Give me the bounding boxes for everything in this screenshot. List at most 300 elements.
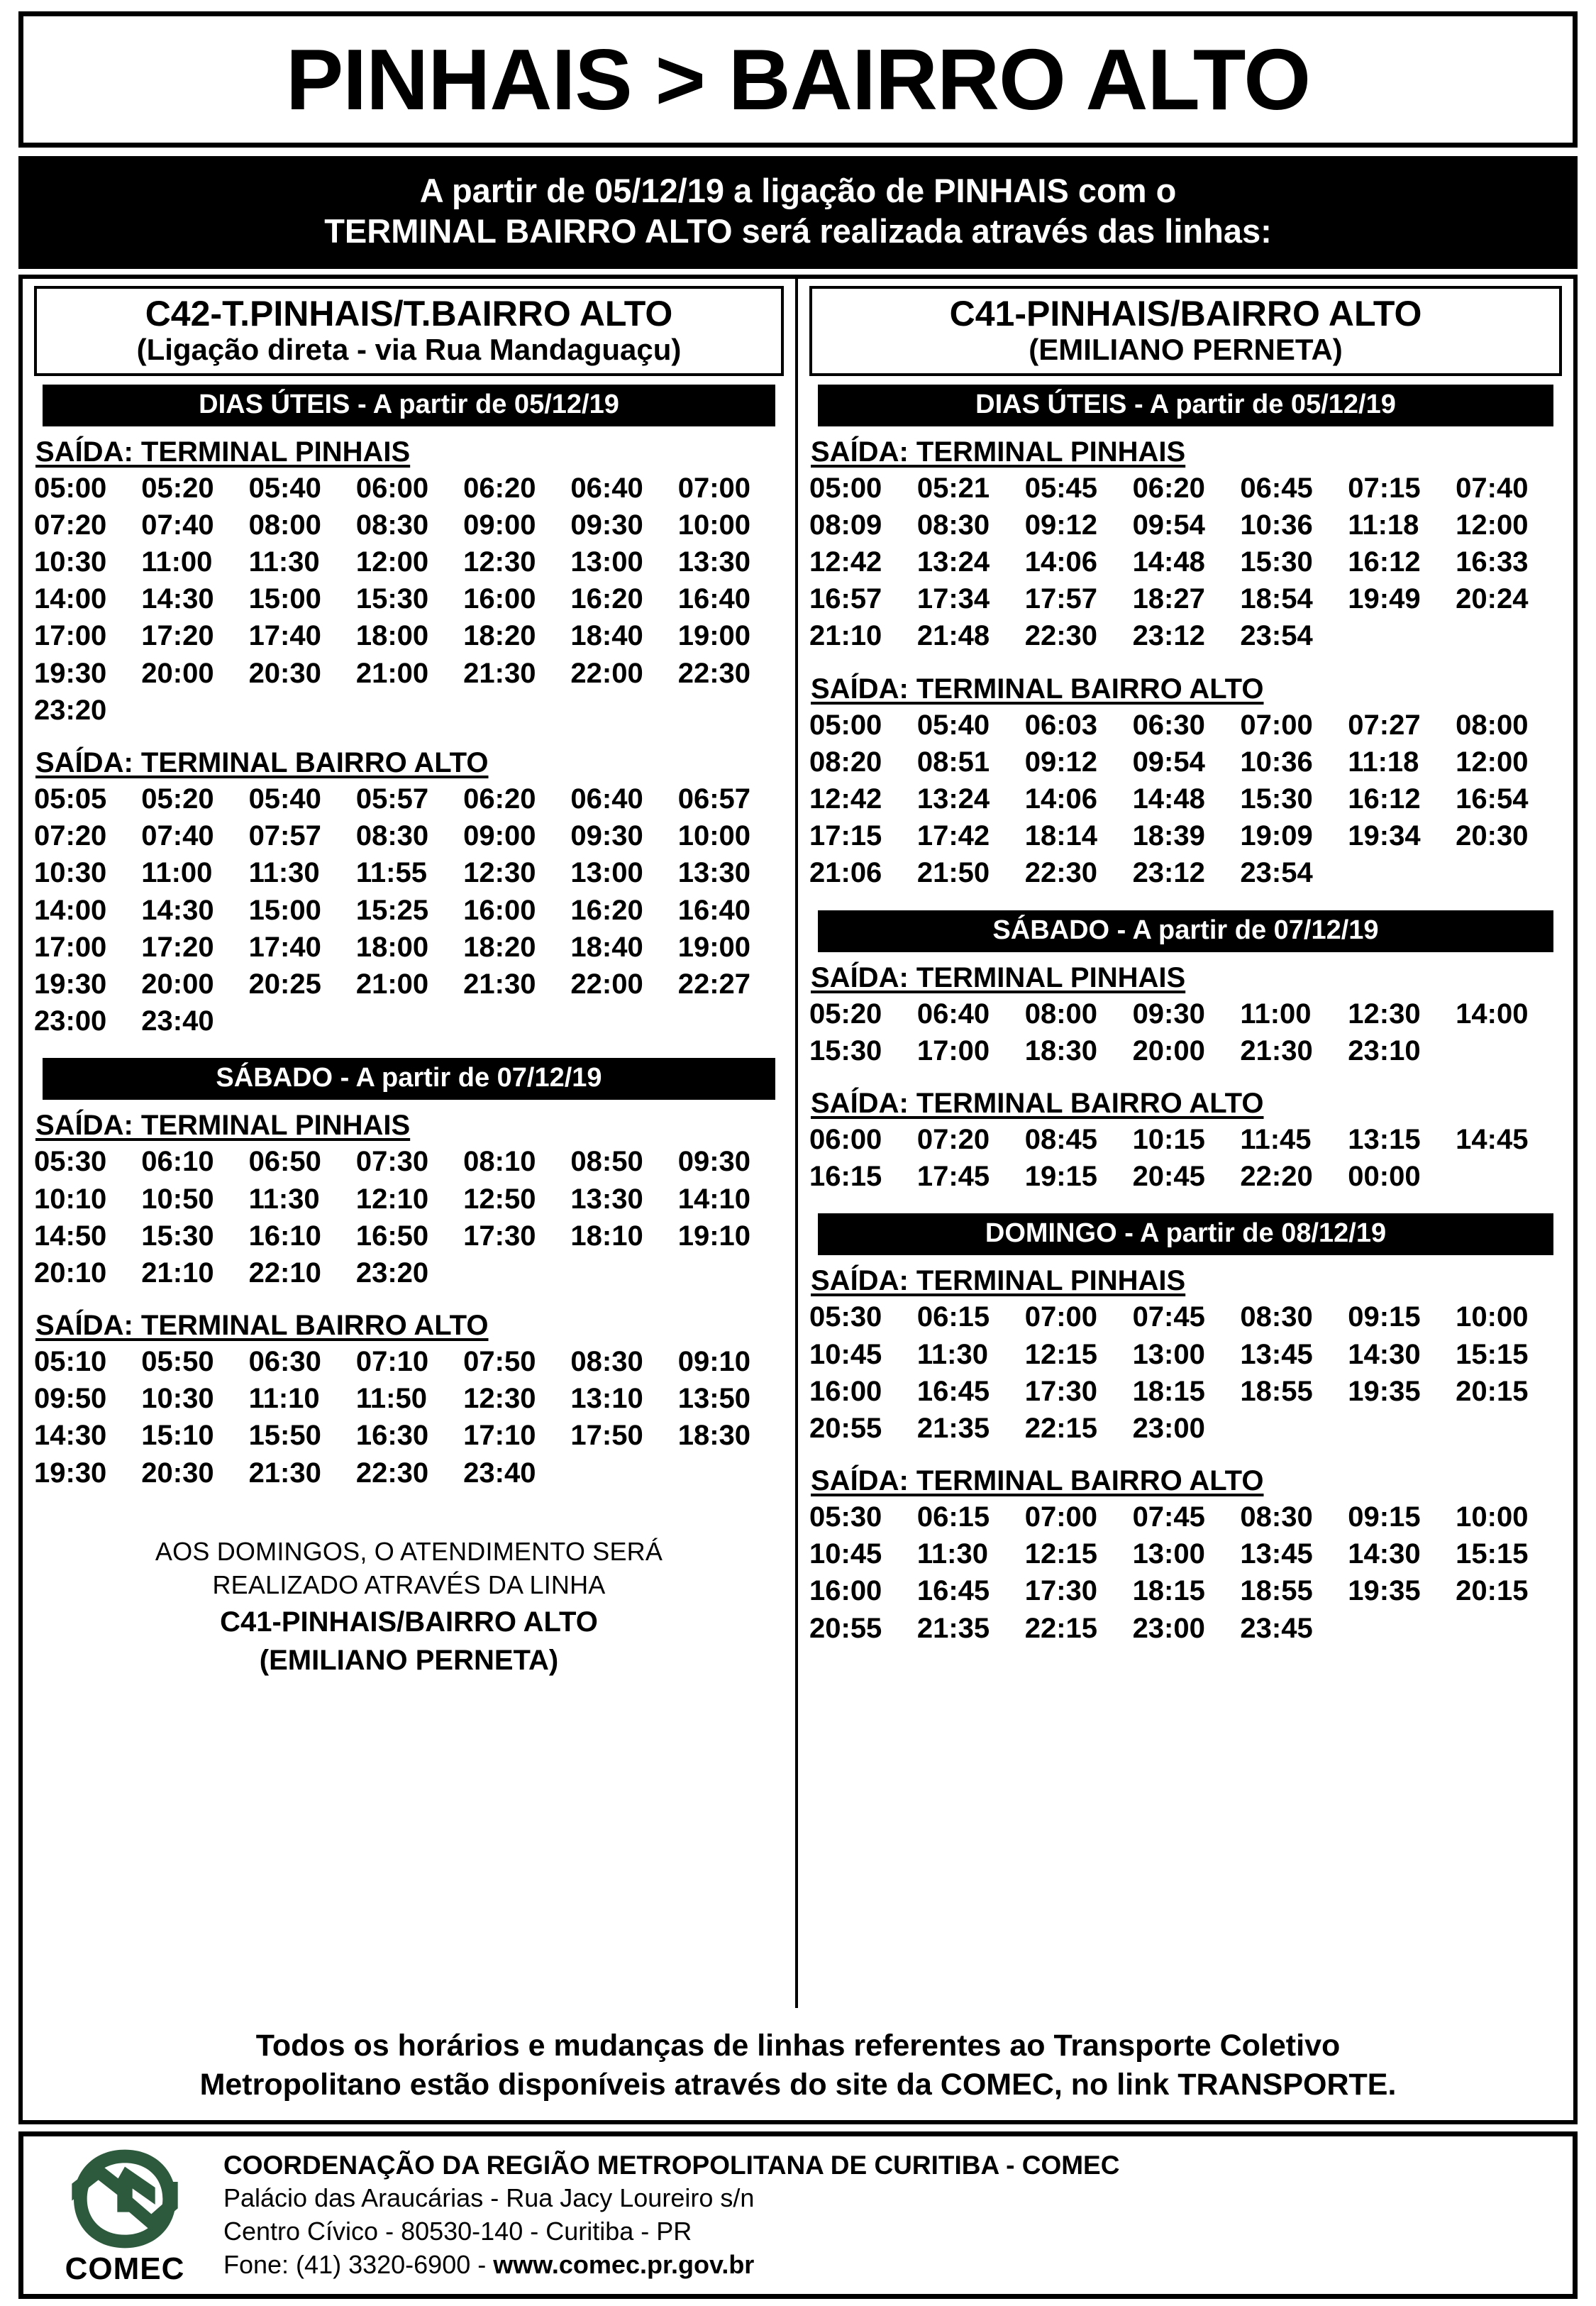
time-cell: 23:00 — [1132, 1412, 1205, 1444]
intro-banner — [18, 156, 1578, 269]
time-cell: 16:57 — [809, 583, 882, 615]
time-cell: 22:10 — [248, 1257, 321, 1289]
time-cell: 14:30 — [141, 583, 214, 615]
time-cell: 15:25 — [355, 894, 429, 926]
times-bairroalto-weekday-c42 — [34, 781, 784, 1039]
time-cell: 15:10 — [141, 1420, 214, 1452]
time-cell: 09:30 — [1132, 998, 1205, 1030]
time-cell: 05:30 — [809, 1301, 882, 1333]
time-cell: 05:00 — [809, 472, 882, 504]
time-cell: 22:30 — [355, 1457, 429, 1489]
time-cell: 05:30 — [34, 1146, 107, 1178]
time-cell: 23:00 — [34, 1005, 107, 1037]
time-cell: 11:30 — [248, 857, 320, 889]
time-cell: 22:30 — [1024, 857, 1098, 889]
time-cell: 10:00 — [677, 509, 751, 541]
time-cell: 20:30 — [141, 1457, 214, 1489]
column-c41 — [798, 279, 1573, 2008]
time-cell: 21:35 — [916, 1412, 990, 1444]
time-cell: 10:00 — [1456, 1501, 1529, 1533]
time-cell: 22:30 — [677, 657, 751, 689]
time-cell: 07:50 — [463, 1346, 536, 1378]
times-pinhais-saturday-c42 — [34, 1144, 784, 1291]
line-name-c42: C42-T.PINHAIS/T.BAIRRO ALTO — [145, 293, 673, 333]
sunday-redirect-note — [34, 1535, 784, 1679]
time-cell: 13:30 — [570, 1183, 643, 1215]
time-cell: 10:00 — [677, 820, 751, 852]
time-cell: 17:10 — [463, 1420, 536, 1452]
departure-title-bairroalto-sunday-c41: SAÍDA: TERMINAL BAIRRO ALTO — [811, 1465, 1264, 1497]
time-cell: 15:15 — [1456, 1338, 1529, 1370]
time-cell: 16:00 — [463, 894, 536, 926]
time-cell: 11:18 — [1348, 746, 1419, 778]
intro-line-1: A partir de 05/12/19 a ligação de PINHAIS com o — [419, 172, 1177, 209]
schedule-frame — [18, 275, 1578, 2124]
time-cell: 12:42 — [809, 546, 882, 578]
time-cell: 11:30 — [248, 1183, 320, 1215]
time-cell: 05:45 — [1024, 472, 1098, 504]
time-cell: 13:00 — [1132, 1338, 1205, 1370]
time-cell: 16:20 — [570, 894, 643, 926]
time-cell: 13:45 — [1240, 1538, 1313, 1570]
time-cell: 14:30 — [141, 894, 214, 926]
time-cell: 22:15 — [1024, 1412, 1098, 1444]
time-cell: 20:30 — [1456, 820, 1529, 852]
time-cell: 19:10 — [677, 1220, 751, 1252]
time-cell: 14:00 — [34, 583, 107, 615]
time-cell: 05:10 — [34, 1346, 107, 1378]
time-cell: 16:33 — [1456, 546, 1529, 578]
time-cell: 16:12 — [1348, 783, 1421, 815]
time-cell: 11:00 — [1240, 998, 1312, 1030]
time-cell: 09:12 — [1024, 509, 1098, 541]
time-cell: 20:45 — [1132, 1161, 1205, 1193]
time-cell: 15:30 — [1240, 783, 1313, 815]
times-pinhais-weekday-c42 — [34, 470, 784, 729]
departure-title-pinhais-weekday-c42: SAÍDA: TERMINAL PINHAIS — [35, 436, 411, 468]
time-cell: 06:00 — [809, 1123, 882, 1155]
time-cell: 21:00 — [355, 968, 429, 1000]
time-cell: 16:40 — [677, 583, 751, 615]
availability-note-line-1: Todos os horários e mudanças de linhas referentes ao Transporte Coletivo — [255, 2028, 1341, 2063]
time-cell: 12:42 — [809, 783, 882, 815]
time-cell: 13:30 — [677, 857, 751, 889]
time-cell: 20:00 — [141, 657, 214, 689]
time-cell: 10:30 — [34, 857, 107, 889]
time-cell: 13:24 — [916, 783, 990, 815]
time-cell: 14:48 — [1132, 546, 1205, 578]
time-cell: 05:40 — [916, 709, 990, 741]
time-cell: 23:54 — [1240, 857, 1313, 889]
time-cell: 09:00 — [463, 509, 536, 541]
time-cell: 20:15 — [1456, 1575, 1529, 1607]
time-cell: 07:57 — [248, 820, 321, 852]
sunday-note-line-3: C41-PINHAIS/BAIRRO ALTO — [220, 1606, 598, 1638]
time-cell: 17:15 — [809, 820, 882, 852]
schedule-columns — [23, 279, 1573, 2008]
time-cell: 18:15 — [1132, 1575, 1205, 1607]
time-cell: 10:50 — [141, 1183, 214, 1215]
time-cell: 18:00 — [355, 931, 429, 963]
departure-title-pinhais-saturday-c41: SAÍDA: TERMINAL PINHAIS — [811, 961, 1186, 993]
time-cell: 16:12 — [1348, 546, 1421, 578]
time-cell: 17:42 — [916, 820, 990, 852]
time-cell: 06:10 — [141, 1146, 214, 1178]
comec-phone-and-site — [223, 2249, 1119, 2282]
times-bairroalto-sunday-c41 — [809, 1499, 1562, 1647]
time-cell: 11:45 — [1240, 1123, 1312, 1155]
time-cell: 08:30 — [355, 509, 429, 541]
time-cell: 21:35 — [916, 1612, 990, 1644]
time-cell: 23:10 — [1348, 1035, 1421, 1066]
time-cell: 11:55 — [355, 857, 427, 889]
time-cell: 21:10 — [809, 620, 882, 652]
time-cell: 08:30 — [916, 509, 990, 541]
time-cell: 09:30 — [570, 509, 643, 541]
line-subtitle-c41: (EMILIANO PERNETA) — [1029, 332, 1343, 366]
time-cell: 15:15 — [1456, 1538, 1529, 1570]
time-cell: 05:21 — [916, 472, 990, 504]
time-cell: 19:30 — [34, 968, 107, 1000]
time-cell: 18:40 — [570, 620, 643, 652]
time-cell: 22:20 — [1240, 1161, 1313, 1193]
departure-title-bairroalto-saturday-c42: SAÍDA: TERMINAL BAIRRO ALTO — [35, 1310, 489, 1342]
time-cell: 07:00 — [1240, 709, 1313, 741]
time-cell: 23:12 — [1132, 620, 1205, 652]
time-cell: 06:03 — [1024, 709, 1098, 741]
time-cell: 11:18 — [1348, 509, 1419, 541]
day-band-weekday-c41: DIAS ÚTEIS - A partir de 05/12/19 — [818, 385, 1553, 426]
time-cell: 09:50 — [34, 1383, 107, 1415]
time-cell: 06:15 — [916, 1501, 990, 1533]
time-cell: 06:40 — [916, 998, 990, 1030]
time-cell: 20:30 — [248, 657, 321, 689]
time-cell: 05:20 — [809, 998, 882, 1030]
time-cell: 18:30 — [677, 1420, 751, 1452]
time-cell: 16:00 — [463, 583, 536, 615]
time-cell: 12:00 — [1456, 746, 1529, 778]
time-cell: 11:30 — [916, 1338, 988, 1370]
time-cell: 17:34 — [916, 583, 990, 615]
time-cell: 06:50 — [248, 1146, 321, 1178]
time-cell: 20:55 — [809, 1412, 882, 1444]
time-cell: 12:10 — [355, 1183, 429, 1215]
time-cell: 05:05 — [34, 783, 107, 815]
times-pinhais-sunday-c41 — [809, 1299, 1562, 1447]
time-cell: 21:10 — [141, 1257, 214, 1289]
time-cell: 18:39 — [1132, 820, 1205, 852]
time-cell: 11:00 — [141, 857, 213, 889]
times-bairroalto-saturday-c41 — [809, 1122, 1562, 1195]
time-cell: 18:10 — [570, 1220, 643, 1252]
time-cell: 18:20 — [463, 620, 536, 652]
time-cell: 07:00 — [677, 472, 751, 504]
time-cell: 08:45 — [1024, 1123, 1098, 1155]
availability-note-line-2: Metropolitano estão disponíveis através do site da COMEC, no link TRANSPORTE. — [199, 2067, 1397, 2102]
time-cell: 06:45 — [1240, 472, 1313, 504]
time-cell: 09:15 — [1348, 1501, 1421, 1533]
time-cell: 14:30 — [1348, 1538, 1421, 1570]
departure-title-pinhais-sunday-c41: SAÍDA: TERMINAL PINHAIS — [811, 1265, 1186, 1297]
time-cell: 09:30 — [570, 820, 643, 852]
time-cell: 12:30 — [463, 1383, 536, 1415]
line-header-c41 — [809, 286, 1562, 376]
time-cell: 19:49 — [1348, 583, 1421, 615]
time-cell: 19:00 — [677, 931, 751, 963]
time-cell: 17:30 — [463, 1220, 536, 1252]
availability-note — [23, 2008, 1573, 2120]
time-cell: 09:54 — [1132, 509, 1205, 541]
time-cell: 08:30 — [1240, 1501, 1313, 1533]
time-cell: 06:40 — [570, 783, 643, 815]
comec-website[interactable]: www.comec.pr.gov.br — [493, 2249, 755, 2279]
departure-title-pinhais-saturday-c42: SAÍDA: TERMINAL PINHAIS — [35, 1110, 411, 1142]
time-cell: 06:57 — [677, 783, 751, 815]
time-cell: 05:30 — [809, 1501, 882, 1533]
time-cell: 16:45 — [916, 1575, 990, 1607]
time-cell: 16:10 — [248, 1220, 321, 1252]
time-cell: 20:10 — [34, 1257, 107, 1289]
time-cell: 22:27 — [677, 968, 751, 1000]
time-cell: 18:00 — [355, 620, 429, 652]
comec-phone: Fone: (41) 3320-6900 - — [223, 2249, 494, 2279]
time-cell: 10:45 — [809, 1338, 882, 1370]
comec-logo — [36, 2146, 214, 2285]
time-cell: 12:00 — [355, 546, 429, 578]
departure-title-bairroalto-saturday-c41: SAÍDA: TERMINAL BAIRRO ALTO — [811, 1087, 1264, 1119]
time-cell: 21:50 — [916, 857, 990, 889]
time-cell: 18:40 — [570, 931, 643, 963]
time-cell: 08:10 — [463, 1146, 536, 1178]
time-cell: 18:15 — [1132, 1375, 1205, 1407]
time-cell: 12:00 — [1456, 509, 1529, 541]
time-cell: 07:40 — [141, 509, 214, 541]
time-cell: 06:30 — [1132, 709, 1205, 741]
time-cell: 09:15 — [1348, 1301, 1421, 1333]
time-cell: 06:20 — [1132, 472, 1205, 504]
time-cell: 08:30 — [355, 820, 429, 852]
time-cell: 17:20 — [141, 931, 214, 963]
time-cell: 13:00 — [1132, 1538, 1205, 1570]
time-cell: 20:25 — [248, 968, 321, 1000]
time-cell: 14:30 — [1348, 1338, 1421, 1370]
time-cell: 07:20 — [34, 820, 107, 852]
time-cell: 06:30 — [248, 1346, 321, 1378]
time-cell: 23:12 — [1132, 857, 1205, 889]
time-cell: 16:20 — [570, 583, 643, 615]
time-cell: 15:50 — [248, 1420, 321, 1452]
time-cell: 12:15 — [1024, 1538, 1098, 1570]
time-cell: 22:30 — [1024, 620, 1098, 652]
time-cell: 06:00 — [355, 472, 429, 504]
time-cell: 20:15 — [1456, 1375, 1529, 1407]
departure-title-bairroalto-weekday-c42: SAÍDA: TERMINAL BAIRRO ALTO — [35, 747, 489, 778]
time-cell: 08:09 — [809, 509, 882, 541]
time-cell: 23:40 — [141, 1005, 214, 1037]
time-cell: 00:00 — [1348, 1161, 1421, 1193]
time-cell: 07:40 — [1456, 472, 1529, 504]
time-cell: 15:00 — [248, 894, 321, 926]
time-cell: 22:00 — [570, 657, 643, 689]
time-cell: 08:20 — [809, 746, 882, 778]
time-cell: 07:45 — [1132, 1301, 1205, 1333]
left-column-spacer — [34, 1678, 784, 2008]
time-cell: 17:00 — [34, 931, 107, 963]
time-cell: 08:00 — [248, 509, 321, 541]
time-cell: 05:40 — [248, 783, 321, 815]
time-cell: 07:45 — [1132, 1501, 1205, 1533]
time-cell: 14:30 — [34, 1420, 107, 1452]
time-cell: 13:10 — [570, 1383, 643, 1415]
time-cell: 15:00 — [248, 583, 321, 615]
day-band-saturday-c42: SÁBADO - A partir de 07/12/19 — [43, 1058, 775, 1100]
time-cell: 20:24 — [1456, 583, 1529, 615]
times-pinhais-saturday-c41 — [809, 996, 1562, 1069]
time-cell: 21:00 — [355, 657, 429, 689]
time-cell: 08:00 — [1024, 998, 1098, 1030]
time-cell: 18:30 — [1024, 1035, 1098, 1066]
time-cell: 16:45 — [916, 1375, 990, 1407]
column-c42 — [23, 279, 798, 2008]
time-cell: 08:00 — [1456, 709, 1529, 741]
time-cell: 05:20 — [141, 472, 214, 504]
day-band-weekday-c42: DIAS ÚTEIS - A partir de 05/12/19 — [43, 385, 775, 426]
time-cell: 16:40 — [677, 894, 751, 926]
time-cell: 08:51 — [916, 746, 990, 778]
time-cell: 05:40 — [248, 472, 321, 504]
time-cell: 15:30 — [141, 1220, 214, 1252]
time-cell: 10:36 — [1240, 746, 1313, 778]
time-cell: 09:00 — [463, 820, 536, 852]
time-cell: 19:15 — [1024, 1161, 1098, 1193]
time-cell: 13:15 — [1348, 1123, 1421, 1155]
departure-title-bairroalto-weekday-c41: SAÍDA: TERMINAL BAIRRO ALTO — [811, 673, 1264, 705]
day-band-saturday-c41: SÁBADO - A partir de 07/12/19 — [818, 910, 1553, 952]
comec-logo-wordmark: COMEC — [65, 2251, 185, 2286]
time-cell: 18:14 — [1024, 820, 1098, 852]
times-bairroalto-weekday-c41 — [809, 707, 1562, 892]
time-cell: 13:24 — [916, 546, 990, 578]
time-cell: 17:45 — [916, 1161, 990, 1193]
time-cell: 17:50 — [570, 1420, 643, 1452]
time-cell: 13:45 — [1240, 1338, 1313, 1370]
sunday-note-line-1: AOS DOMINGOS, O ATENDIMENTO SERÁ — [155, 1536, 663, 1566]
time-cell: 10:10 — [34, 1183, 107, 1215]
time-cell: 16:50 — [355, 1220, 429, 1252]
time-cell: 12:50 — [463, 1183, 536, 1215]
day-band-sunday-c41: DOMINGO - A partir de 08/12/19 — [818, 1213, 1553, 1255]
time-cell: 14:06 — [1024, 783, 1098, 815]
time-cell: 23:40 — [463, 1457, 536, 1489]
time-cell: 16:30 — [355, 1420, 429, 1452]
time-cell: 13:00 — [570, 546, 643, 578]
time-cell: 14:10 — [677, 1183, 751, 1215]
time-cell: 07:10 — [355, 1346, 429, 1378]
line-name-c41: C41-PINHAIS/BAIRRO ALTO — [949, 293, 1422, 333]
time-cell: 18:55 — [1240, 1575, 1313, 1607]
departure-title-pinhais-weekday-c41: SAÍDA: TERMINAL PINHAIS — [811, 436, 1186, 468]
comec-address-line-2: Centro Cívico - 80530-140 - Curitiba - PR — [223, 2216, 692, 2246]
time-cell: 23:54 — [1240, 620, 1313, 652]
time-cell: 17:00 — [34, 620, 107, 652]
time-cell: 13:50 — [677, 1383, 751, 1415]
time-cell: 23:20 — [355, 1257, 429, 1289]
time-cell: 19:34 — [1348, 820, 1421, 852]
time-cell: 12:30 — [1348, 998, 1421, 1030]
time-cell: 19:00 — [677, 620, 751, 652]
time-cell: 20:00 — [1132, 1035, 1205, 1066]
time-cell: 13:00 — [570, 857, 643, 889]
time-cell: 21:30 — [248, 1457, 321, 1489]
time-cell: 22:15 — [1024, 1612, 1098, 1644]
time-cell: 14:06 — [1024, 546, 1098, 578]
sunday-note-line-2: REALIZADO ATRAVÉS DA LINHA — [212, 1569, 606, 1599]
comec-contact-block — [214, 2149, 1119, 2282]
line-header-c42 — [34, 286, 784, 376]
time-cell: 12:30 — [463, 546, 536, 578]
time-cell: 08:50 — [570, 1146, 643, 1178]
time-cell: 09:54 — [1132, 746, 1205, 778]
time-cell: 17:40 — [248, 931, 321, 963]
time-cell: 06:40 — [570, 472, 643, 504]
time-cell: 15:30 — [1240, 546, 1313, 578]
time-cell: 12:15 — [1024, 1338, 1098, 1370]
time-cell: 06:20 — [463, 783, 536, 815]
time-cell: 05:57 — [355, 783, 429, 815]
time-cell: 06:20 — [463, 472, 536, 504]
time-cell: 18:27 — [1132, 583, 1205, 615]
time-cell: 17:20 — [141, 620, 214, 652]
time-cell: 07:40 — [141, 820, 214, 852]
time-cell: 16:00 — [809, 1375, 882, 1407]
time-cell: 10:30 — [34, 546, 107, 578]
time-cell: 10:45 — [809, 1538, 882, 1570]
time-cell: 11:30 — [248, 546, 320, 578]
time-cell: 21:48 — [916, 620, 990, 652]
time-cell: 07:00 — [1024, 1301, 1098, 1333]
time-cell: 07:20 — [916, 1123, 990, 1155]
time-cell: 21:30 — [1240, 1035, 1313, 1066]
time-cell: 12:30 — [463, 857, 536, 889]
time-cell: 05:00 — [34, 472, 107, 504]
time-cell: 14:00 — [1456, 998, 1529, 1030]
time-cell: 07:27 — [1348, 709, 1421, 741]
time-cell: 16:00 — [809, 1575, 882, 1607]
time-cell: 07:15 — [1348, 472, 1421, 504]
time-cell: 06:15 — [916, 1301, 990, 1333]
time-cell: 07:30 — [355, 1146, 429, 1178]
time-cell: 10:36 — [1240, 509, 1313, 541]
time-cell: 18:20 — [463, 931, 536, 963]
sunday-note-line-4: (EMILIANO PERNETA) — [259, 1645, 559, 1677]
time-cell: 15:30 — [809, 1035, 882, 1066]
comec-footer — [18, 2131, 1578, 2299]
time-cell: 14:45 — [1456, 1123, 1529, 1155]
time-cell: 11:10 — [248, 1383, 320, 1415]
time-cell: 16:15 — [809, 1161, 882, 1193]
line-subtitle-c42: (Ligação direta - via Rua Mandaguaçu) — [136, 332, 682, 366]
time-cell: 14:50 — [34, 1220, 107, 1252]
time-cell: 07:20 — [34, 509, 107, 541]
times-bairroalto-saturday-c42 — [34, 1344, 784, 1491]
time-cell: 14:00 — [34, 894, 107, 926]
time-cell: 11:50 — [355, 1383, 427, 1415]
time-cell: 09:30 — [677, 1146, 751, 1178]
time-cell: 09:12 — [1024, 746, 1098, 778]
time-cell: 10:00 — [1456, 1301, 1529, 1333]
comec-logo-icon — [68, 2146, 182, 2252]
time-cell: 11:00 — [141, 546, 213, 578]
